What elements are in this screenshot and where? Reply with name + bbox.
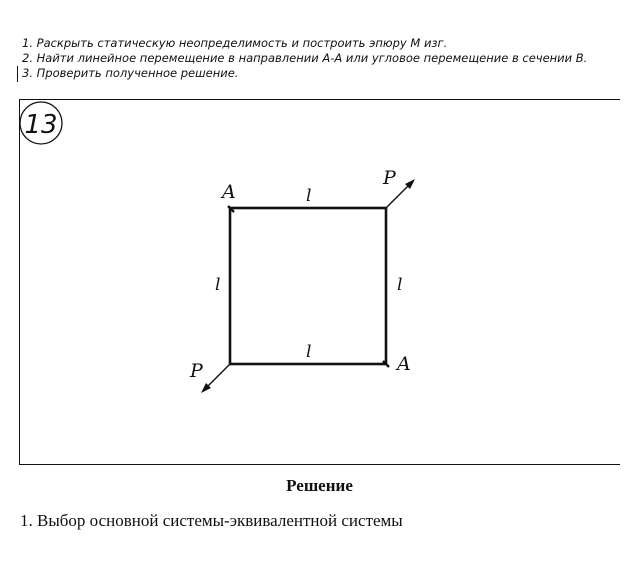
label-a-top: A bbox=[222, 181, 236, 203]
label-a-bottom: A bbox=[397, 353, 411, 375]
label-force-bottom: P bbox=[190, 360, 203, 382]
figure-number: 13 bbox=[24, 110, 58, 140]
label-length-top: l bbox=[306, 186, 312, 206]
task-item-1: 1. Раскрыть статическую неопределимость и построить эпюру M изг. bbox=[22, 36, 448, 50]
solution-step-1: 1. Выбор основной системы-эквивалентной системы bbox=[20, 511, 403, 530]
task-item-3: 3. Проверить полученное решение. bbox=[22, 66, 239, 80]
label-length-left: l bbox=[215, 275, 221, 295]
label-length-bottom: l bbox=[306, 342, 312, 362]
label-length-right: l bbox=[397, 275, 403, 295]
solution-heading: Решение bbox=[286, 476, 353, 495]
task-item-2: 2. Найти линейное перемещение в направлении A-A или угловое перемещение в сечении B. bbox=[22, 51, 588, 65]
label-force-top: P bbox=[383, 167, 396, 189]
square-frame bbox=[230, 208, 386, 364]
